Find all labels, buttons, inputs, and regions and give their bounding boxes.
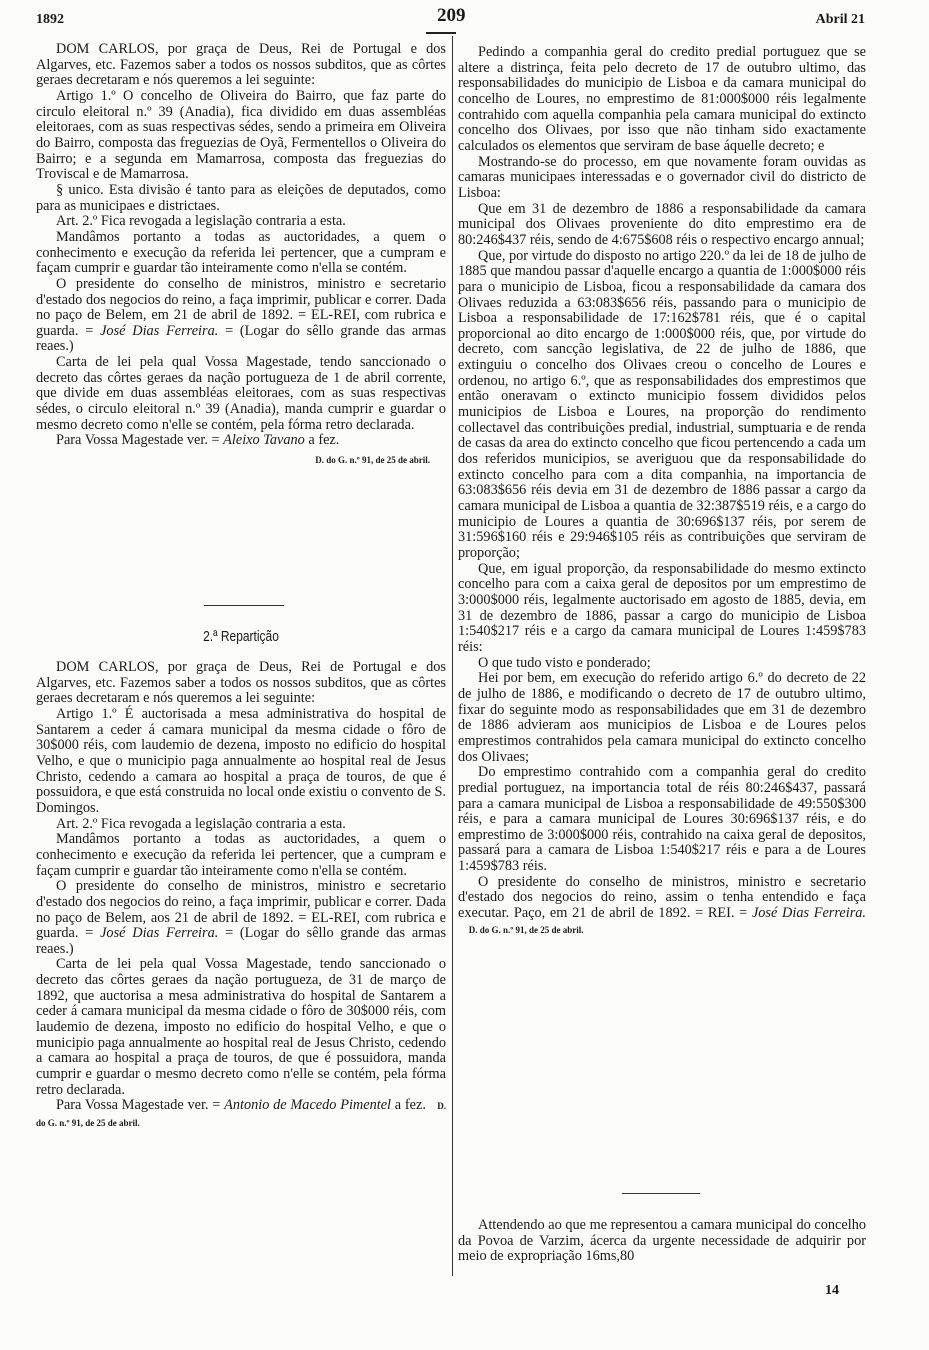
paragraph: Art. 2.º Fica revogada a legislação contraria a esta. <box>56 815 346 832</box>
text: O presidente do conselho de ministros, ministro e secretario d'estado dos negocios do reino, a faça imprimir, publicar e correr. Dada no paço de Belem, em 21 de abril de 1892. = EL-REI, com rubrica e guarda. = <box>36 275 446 339</box>
text: Para Vossa Magestade ver. = <box>56 432 224 449</box>
paragraph: Carta de lei pela qual Vossa Magestade, tendo sanccionado o decreto das côrtes geraes da nação portugueza, de 31 de março de 1892, que auctorisa a mesa administrativa do hospital de Santarem a ceder á camara municipal da mesma cidade o fôro de 30$000 réis, com laudemio de dezena, imposto no edificio do hospital Velho, e que o municipio paga annualmente ao hospital real de Jesus Christo, cedendo a camara ao hospital a praça de touros, de que é possuidora, manda cumprir e guardar o mesmo decreto como n'elle se contém, pela fórma retro declarada. <box>36 956 446 1098</box>
signatory: José Dias Ferreira. <box>100 322 219 339</box>
signatory: José Dias Ferreira. <box>751 905 866 922</box>
paragraph: DOM CARLOS, por graça de Deus, Rei de Portugal e dos Algarves, etc. Fazemos saber a todos os nossos subditos, que as côrtes geraes decretaram e nós queremos a lei seguinte: <box>36 41 446 89</box>
section-divider <box>622 1193 700 1194</box>
decree-olivaes-loan <box>458 45 866 938</box>
section-heading: 2.ª Repartição <box>203 628 279 645</box>
paragraph: Que, em igual proporção, da responsabilidade do mesmo extincto concelho para com a caixa geral de depositos por um emprestimo de 3:000$000 réis, legalmente auctorisado em agosto de 1885, devia, em 31 de dezembro de 1886, passar a cargo do municipio de Lisboa 1:540$217 réis e a cargo da camara municipal de Loures 1:459$783 réis: <box>458 560 866 655</box>
paragraph <box>36 1098 446 1131</box>
paragraph <box>458 875 866 939</box>
source-citation: D. do G. n.º 91, de 25 de abril. <box>315 455 430 466</box>
paragraph: DOM CARLOS, por graça de Deus, Rei de Portugal e dos Algarves, etc. Fazemos saber a todos os nossos subditos, que as côrtes geraes decretaram e nós queremos a lei seguinte: <box>36 659 446 707</box>
paragraph: Artigo 1.º É auctorisada a mesa administrativa do hospital de Santarem a ceder á camara municipal da mesma cidade o fôro de 30$000 réis, com laudemio de dezena, imposto no edificio do hospital Velho, e que o municipio paga annualmente ao hospital real de Jesus Christo, cedendo a camara ao hospital a praça de touros, de que é possuidora, e que está construida no local onde existiu o convento de S. Domingos. <box>36 705 446 816</box>
paragraph <box>36 879 446 957</box>
text: = (Logar do sêllo grande das armas reaes.) <box>36 322 447 355</box>
paragraph: Mostrando-se do processo, em que novamente foram ouvidas as camaras municipaes interessadas e o governador civil do districto de Lisboa: <box>458 153 866 201</box>
text: = (Logar do sêllo grande das armas reaes.) <box>36 925 447 957</box>
text: a fez. <box>304 432 340 449</box>
section-divider <box>204 605 284 606</box>
header-date: Abril 21 <box>815 12 865 27</box>
paragraph: Que, por virtude do disposto no artigo 220.º da lei de 18 de julho de 1885 que mandou passar d'aquelle encargo a quantia de 1:000$000 réis para o municipio de Lisboa, ficou a responsabilidade da camara dos Olivaes reduzida a 63:083$656 réis, passando para o municipio de Lisboa a responsabilidade de 17:162$781 réis, que é o capital proporcional ao dito encargo de 1:000$000 réis, que, por virtude do decreto, com sancção legislativa, de 22 de julho de 1886, que extinguiu o concelho dos Olivaes creou o concelho de Loures e ordenou, no artigo 6.º, que as responsabilidades dos emprestimos que então oneravam o extincto municipio fossem divididos pelos municipios de Lisboa e Loures, na proporção do rendimento collectavel das contribuições predial, industrial, sumptuaria e de renda de casas da area do extincto concelho que ficou pertencendo a cada um dos referidos municipios, se averiguou que da responsabilidade do extincto concelho para com a dita companhia, na importancia de 63:083$656 réis devia em 31 de dezembro de 1886 passar a cargo da camara municipal de Lisboa a quantia de 32:387$519 réis, e a cargo do municipio de Loures a quantia de 30:696$137 réis, por serem de 31:596$160 réis e 29:946$105 réis as contribuições que serviram de proporção; <box>458 247 866 561</box>
text: Para Vossa Magestade ver. = <box>56 1097 225 1114</box>
text: O presidente do conselho de ministros, ministro e secretario d'estado dos negocios do reino, assim o tenha entendido e faça executar. Paço, em 21 de abril de 1892. = REI. = <box>458 873 866 922</box>
paragraph: Carta de lei pela qual Vossa Magestade, tendo sanccionado o decreto das côrtes geraes da nação portugueza de 1 de abril corrente, que divide em duas assembléas eleitoraes, com as suas respectivas sédes, o circulo eleitoral n.º 39 (Anadia), manda cumprir e guardar o mesmo decreto como n'elle se contém, pela fórma retro declarada. <box>36 354 446 433</box>
page-number-rule <box>426 32 456 34</box>
signature-mark: 14 <box>825 1283 839 1298</box>
header-year: 1892 <box>36 12 64 27</box>
paragraph: Attendendo ao que me representou a camara municipal do concelho da Povoa de Varzim, ácerca da urgente necessidade de adquirir por meio de expropriação 16ms,80 <box>458 1217 866 1265</box>
signatory: José Dias Ferreira. <box>100 925 219 942</box>
paragraph: Pedindo a companhia geral do credito predial portuguez que se altere a distrinça, feita pelo decreto de 17 de outubro ultimo, das responsabilidades do municipio de Lisboa e da camara municipal do concelho de Loures, no emprestimo de 81:000$000 réis legalmente contrahido com aquella companhia pela camara municipal do extincto concelho dos Olivaes, por isso que não tinham sido exactamente calculados os elementos que serviram de base áquelle decreto; e <box>458 44 866 154</box>
paragraph: Hei por bem, em execução do referido artigo 6.º do decreto de 22 de julho de 1886, e modificando o decreto de 17 de outubro ultimo, fixar do seguinte modo as responsabilidades que em 31 de dezembro de 1886 advieram aos municipios de Lisboa e de Loures pelos emprestimos contrahidos pela camara municipal do extincto concelho dos Olivaes; <box>458 670 866 765</box>
decree-povoa-de-varzim <box>458 1218 866 1265</box>
paragraph: Do emprestimo contrahido com a companhia geral do credito predial portuguez, na importancia total de réis 80:246$437, passará para a camara municipal de Lisboa a responsabilidade de 49:550$300 réis, e para a camara municipal de Loures 30:696$137 réis, e do emprestimo de 3:000$000 réis, contrahido na caixa geral de depositos, passará para a camara de Lisboa 1:540$217 réis e para a de Loures 1:459$783 réis. <box>458 764 866 875</box>
paragraph: Mandâmos portanto a todas as auctoridades, a quem o conhecimento e execução da referida lei pertencer, que a cumpram e façam cumprir e guardar tão inteiramente como n'ella se contém. <box>36 228 446 277</box>
paragraph: Art. 2.º Fica revogada a legislação contraria a esta. <box>56 213 346 230</box>
paragraph: Que em 31 de dezembro de 1886 a responsabilidade da camara municipal dos Olivaes proveniente do dito emprestimo era de 80:246$437 réis, sendo de 4:675$608 réis o respectivo encargo annual; <box>458 200 866 248</box>
paragraph <box>36 433 446 449</box>
column-divider <box>452 36 453 1276</box>
paragraph: Artigo 1.º O concelho de Oliveira do Bairro, que faz parte do circulo eleitoral n.º 39 (Anadia), fica dividido em duas assembléas eleitoraes, com as suas respectivas sédes, sendo a primeira em Oliveira do Bairro, composta das freguezias de Oyã, Fermentellos o Oliveira do Bairro; e a segunda em Mamarrosa, composta das freguezias do Troviscal e de Mamarrosa. <box>36 87 446 183</box>
page-number: 209 <box>437 5 466 26</box>
paragraph: Mandâmos portanto a todas as auctoridades, a quem o conhecimento e execução da referida lei pertencer, que a cumpram e façam cumprir e guardar tão inteiramente como n'ella se contém. <box>36 831 446 879</box>
law-santarem-hospital <box>36 660 446 1132</box>
source-citation: D. do G. n.º 91, de 25 de abril. <box>36 1101 446 1129</box>
signatory: Aleixo Tavano <box>223 432 305 449</box>
paragraph: § unico. Esta divisão é tanto para as eleições de deputados, como para as municipaes e districtaes. <box>36 181 446 214</box>
paragraph: O que tudo visto e ponderado; <box>478 654 651 671</box>
source-citation: D. do G. n.º 91, de 25 de abril. <box>468 924 584 935</box>
text: O presidente do conselho de ministros, ministro e secretario d'estado dos negocios do reino, a faça imprimir, publicar e correr. Dada no paço de Belem, aos 21 de abril de 1892. = EL-REI, com rubrica e guarda. = <box>36 878 446 942</box>
law-oliveira-do-bairro <box>36 42 446 469</box>
text: a fez. <box>391 1097 426 1114</box>
signatory: Antonio de Macedo Pimentel <box>224 1097 392 1114</box>
paragraph <box>36 277 446 355</box>
